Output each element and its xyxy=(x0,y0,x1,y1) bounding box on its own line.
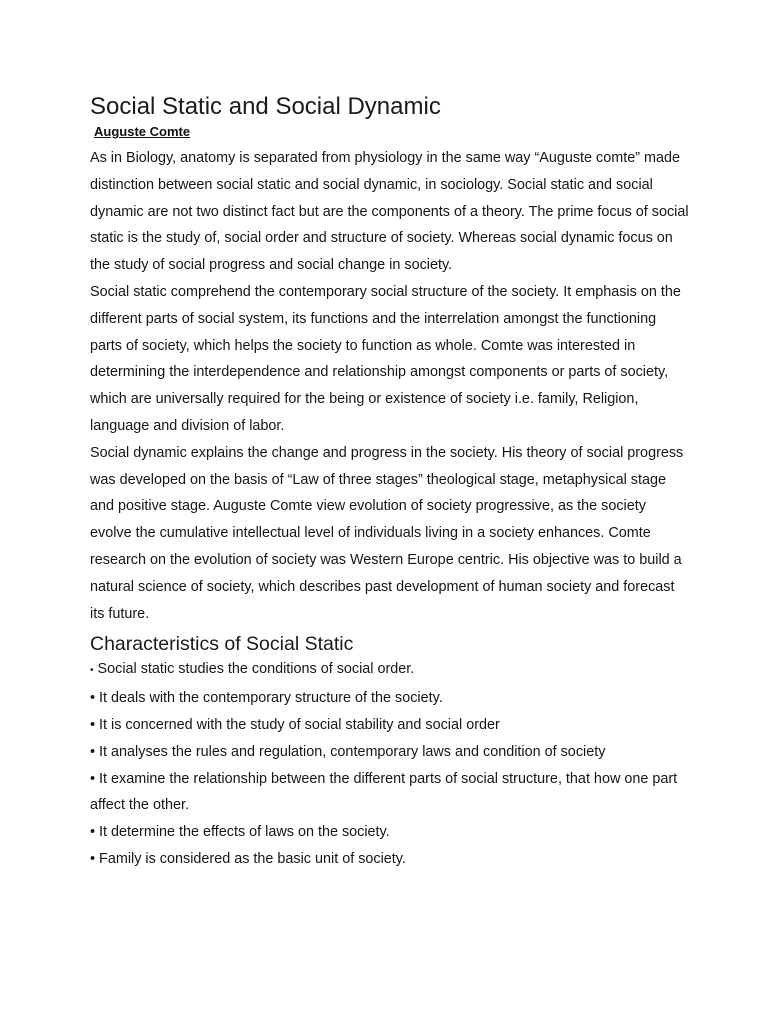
bullet-icon: • xyxy=(90,743,96,760)
section-heading: Characteristics of Social Static xyxy=(90,633,354,656)
bullet-icon: • xyxy=(90,716,96,733)
bullet-icon: • xyxy=(90,850,96,867)
paragraph-social-dynamic: Social dynamic explains the change and progress in the society. His theory of social progress was developed on the basis of “Law of three stages” theological stage, metaphysical stage and positive stage. Auguste Comte view evolution of society progressive, as the society evolve the cumulative intellectual level of individuals living in a society enhances. Comte research on the evolution of society was Western Europe centric. His objective was to build a natural science of society, which describes past development of human society and forecast its future. xyxy=(90,444,684,622)
list-item xyxy=(90,739,690,766)
paragraph-social-static: Social static comprehend the contemporary social structure of the society. It emphasis on the different parts of social system, its functions and the interrelation amongst the functioning parts of society, which helps the society to function as whole. Comte was interested in determining the interdependence and relationship amongst components or parts of society, which are universally required for the being or existence of society i.e. family, Religion, language and division of labor. xyxy=(90,283,681,434)
document-page xyxy=(90,92,690,873)
list-item xyxy=(90,846,690,873)
list-item-text: It is concerned with the study of social stability and social order xyxy=(99,716,500,733)
list-item-text: It analyses the rules and regulation, contemporary laws and condition of society xyxy=(99,743,606,760)
bullet-icon: • xyxy=(90,770,96,787)
list-item xyxy=(90,819,690,846)
list-item xyxy=(90,766,690,820)
list-item-text: It determine the effects of laws on the society. xyxy=(99,824,390,841)
author-name: Auguste Comte xyxy=(94,124,191,139)
list-item xyxy=(90,712,690,739)
list-item xyxy=(90,656,690,685)
list-item xyxy=(90,685,690,712)
list-item-text: It deals with the contemporary structure of the society. xyxy=(99,690,443,707)
list-item-text: Family is considered as the basic unit of society. xyxy=(99,850,406,867)
characteristics-list xyxy=(90,656,690,872)
bullet-icon: • xyxy=(90,665,94,677)
bullet-icon: • xyxy=(90,690,96,707)
list-item-text: It examine the relationship between the different parts of social structure, that how one part affect the other. xyxy=(90,770,678,814)
list-item-text: Social static studies the conditions of social order. xyxy=(97,661,415,678)
document-title: Social Static and Social Dynamic xyxy=(90,93,441,120)
paragraph-intro: As in Biology, anatomy is separated from physiology in the same way “Auguste comte” made distinction between social static and social dynamic, in sociology. Social static and social dynamic are not two distinct fact but are the components of a theory. The prime focus of social static is the study of, social order and structure of society. Whereas social dynamic focus on the study of social progress and social change in society. xyxy=(90,150,689,274)
bullet-icon: • xyxy=(90,824,96,841)
